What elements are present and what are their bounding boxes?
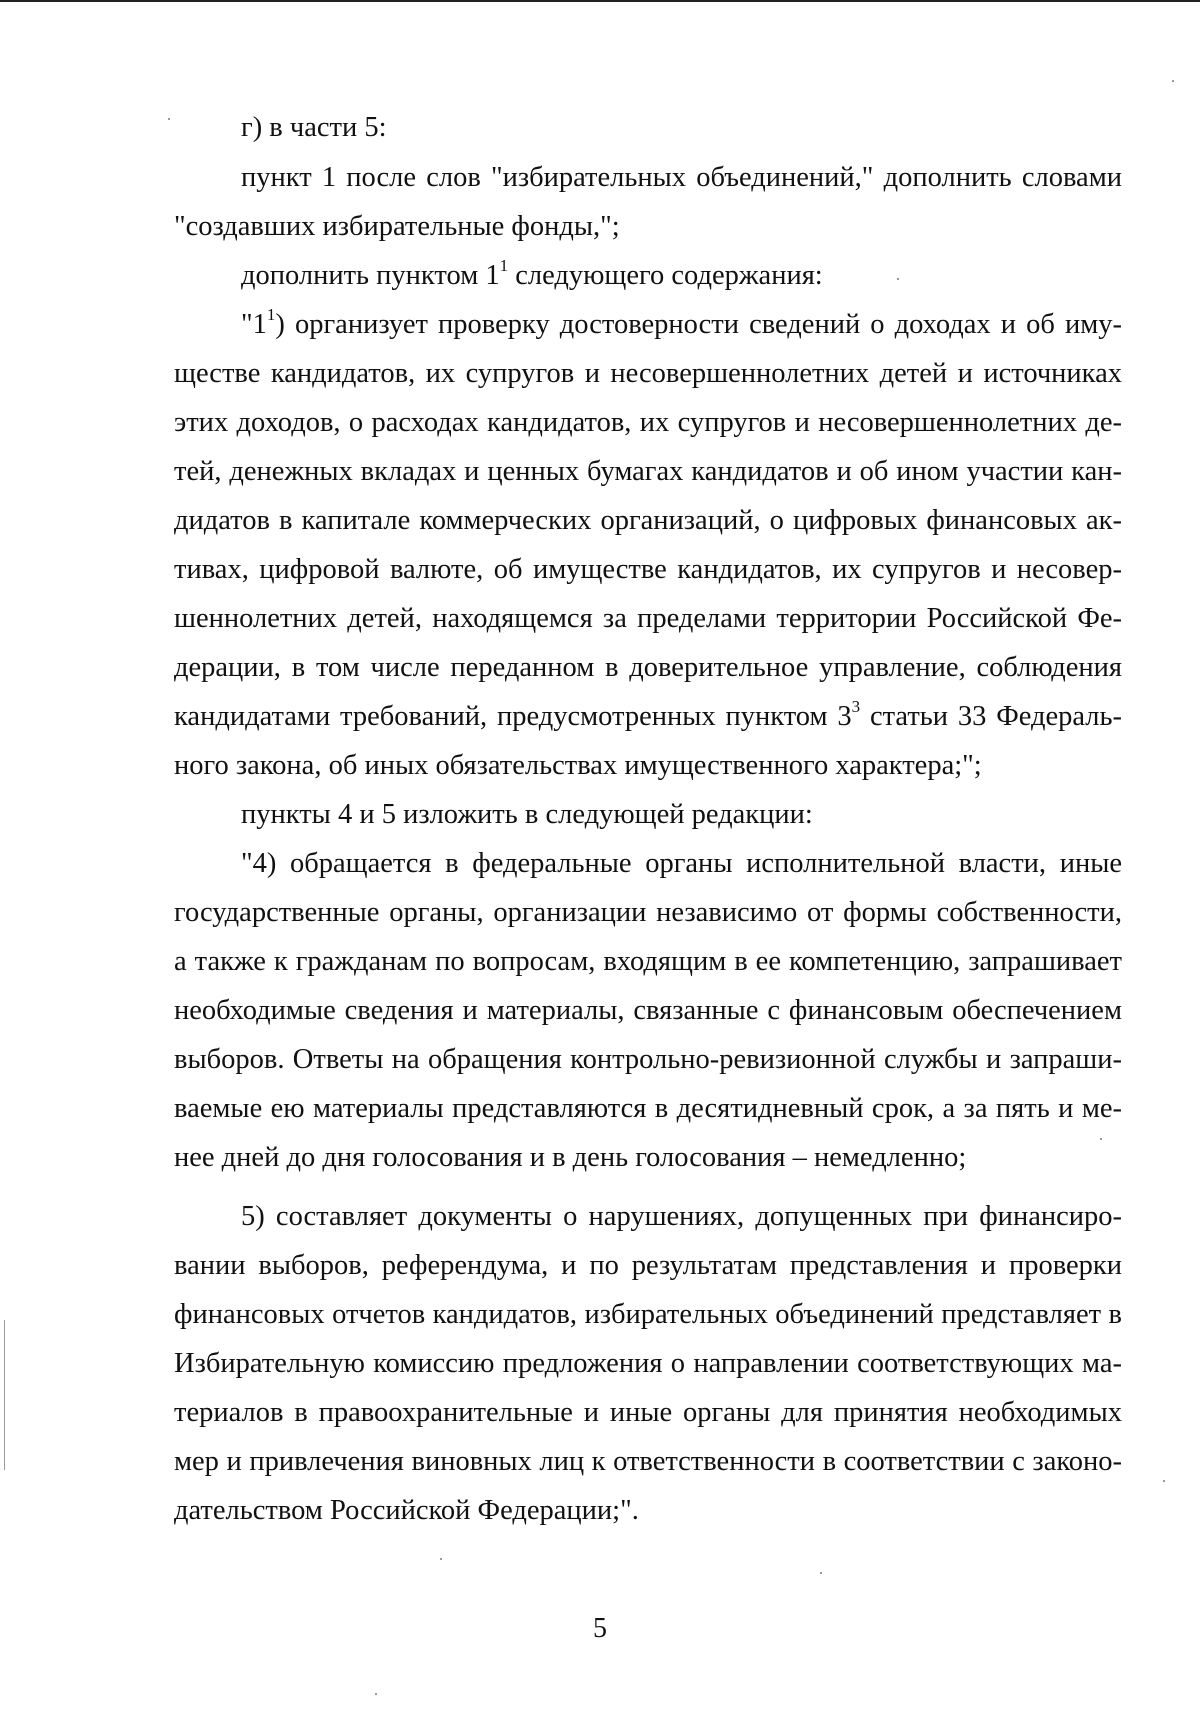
page-number: 5 [593,1613,607,1644]
text-line: необходимые сведения и материалы, связанные с финансовым обеспечением [174,995,1122,1026]
text-line: дательством Российской Федерации;". [174,1495,639,1526]
text-line: г) в части 5: [241,112,387,143]
superscript: 1 [499,255,509,275]
text-line: тей, денежных вкладах и ценных бумагах кандидатов и об ином участии кан- [174,456,1122,487]
scan-speck [1172,80,1174,82]
superscript: 3 [851,696,861,716]
text-line: вании выборов, референдума, и по результатам представления и проверки [174,1250,1122,1281]
text-line: 5) составляет документы о нарушениях, допущенных при финансиро- [241,1201,1122,1232]
text-line: ществе кандидатов, их супругов и несовершеннолетних детей и источниках [174,358,1122,389]
scan-speck [820,1572,822,1574]
scan-speck [440,1558,442,1560]
scan-speck [897,278,899,280]
scan-speck [375,1693,377,1695]
text-line: ваемые ею материалы представляются в десятидневный срок, а за пять и ме- [174,1093,1122,1124]
text-line: мер и привлечения виновных лиц к ответственности в соответствии с законо- [174,1446,1122,1477]
text-line: выборов. Ответы на обращения контрольно-ревизионной службы и запраши- [174,1044,1122,1075]
text-line: "создавших избирательные фонды,"; [174,211,620,242]
text-line: дидатов в капитале коммерческих организаций, о цифровых финансовых ак- [174,505,1122,536]
text-line: этих доходов, о расходах кандидатов, их супругов и несовершеннолетних де- [174,407,1122,438]
scan-speck [1163,1480,1165,1482]
text-line: кандидатами требований, предусмотренных пунктом $3^3$ статьи 33 Федераль- [174,696,1122,732]
superscript: 1 [266,304,276,324]
text-line: тивах, цифровой валюте, об имуществе кандидатов, их супругов и несовер- [174,554,1122,585]
text-line: а также к гражданам по вопросам, входящим в ее компетенцию, запрашивает [174,946,1122,977]
text-line: дерации, в том числе переданном в доверительное управление, соблюдения [174,652,1122,683]
scan-speck [1100,1138,1102,1140]
scan-artifact-line [4,1320,5,1470]
text-line: государственные органы, организации независимо от формы собственности, [174,897,1122,928]
text-line: ного закона, об иных обязательствах имущественного характера;"; [174,750,982,781]
text-line: Избирательную комиссию предложения о направлении соответствующих ма- [174,1348,1122,1379]
text-line: пункт 1 после слов "избирательных объединений," дополнить словами [241,162,1122,193]
text-line: нее дней до дня голосования и в день голосования – немедленно; [174,1142,967,1173]
text-line: териалов в правоохранительные и иные органы для принятия необходимых [174,1397,1122,1428]
text-line: финансовых отчетов кандидатов, избирательных объединений представляет в [174,1299,1122,1330]
text-line: пункты 4 и 5 изложить в следующей редакции: [241,799,813,830]
text-line: "$1^1$) организует проверку достоверности сведений о доходах и об иму- [241,304,1122,340]
text-line: шеннолетних детей, находящемся за пределами территории Российской Фе- [174,603,1122,634]
text-line: "4) обращается в федеральные органы исполнительной власти, иные [241,848,1122,879]
scan-speck [168,118,170,120]
text-line: дополнить пунктом $1^1$ следующего содержания: [241,255,823,291]
